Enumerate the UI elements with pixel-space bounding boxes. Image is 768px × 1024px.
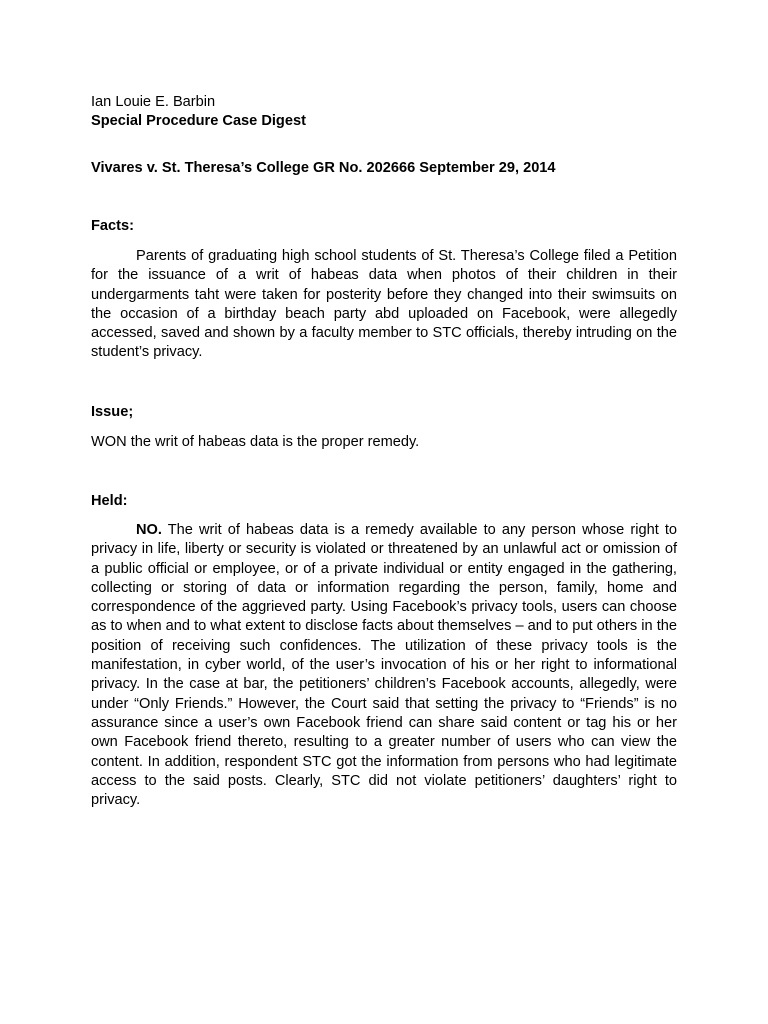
facts-paragraph: Parents of graduating high school students of St. Theresa’s College filed a Petition for the issuance of a writ of habeas data when photos of their children in their undergarments taht were taken for posterity before they changed into their swimsuits on the occasion of a birthday beach party abd uploaded on Facebook, were allegedly accessed, saved and shown by a faculty member to STC officials, thereby intruding on the student’s privacy. <box>91 248 677 361</box>
held-body-text: The writ of habeas data is a remedy available to any person whose right to privacy in life, liberty or security is violated or threatened by an unlawful act or omission of a public official or employee, or of a private individual or entity engaged in the gathering, collecting or storing of data or information regarding the person, family, home and correspondence of the aggrieved party. Using Facebook’s privacy tools, users can choose as to when and to what extent to disclose facts about themselves – and to put others in the position of receiving such confidences. The utilization of these privacy tools is the manifestation, in cyber world, of the user’s invocation of his or her right to informational privacy. In the case at bar, the petitioners’ children’s Facebook accounts, allegedly, were under “Only Friends.” However, the Court said that setting the privacy to “Friends” is no assurance since a user’s own Facebook friend can share said content or tag his or her own Facebook friend thereto, resulting to a greater number of users who can view the content. In addition, respondent STC got the information from persons who had legitimate access to the said posts. Clearly, STC did not violate petitioners’ daughters’ right to privacy. <box>91 522 677 809</box>
document-subtitle: Special Procedure Case Digest <box>91 113 306 129</box>
issue-heading: Issue; <box>91 404 134 420</box>
case-title: Vivares v. St. Theresa’s College GR No. 202666 September 29, 2014 <box>91 160 556 176</box>
held-heading: Held: <box>91 493 128 509</box>
held-paragraph <box>91 521 677 810</box>
author-name: Ian Louie E. Barbin <box>91 94 216 110</box>
facts-heading: Facts: <box>91 218 134 234</box>
issue-paragraph: WON the writ of habeas data is the proper remedy. <box>91 434 420 450</box>
held-ruling: NO. <box>136 522 162 538</box>
